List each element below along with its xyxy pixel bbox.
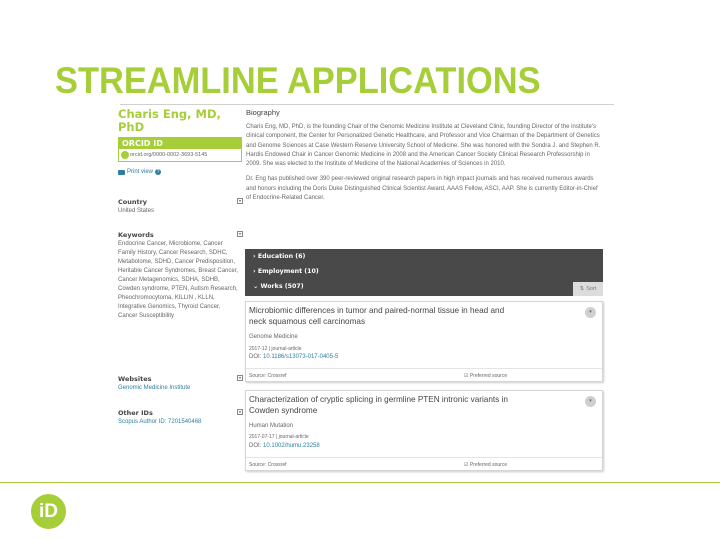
work-doi: DOI: 10.1186/s13073-017-0405-5	[249, 354, 339, 360]
country-value: United States	[118, 208, 155, 214]
work-item	[245, 301, 603, 382]
scopus-id-link[interactable]: Scopus Author ID: 7201540468	[118, 419, 202, 425]
preferred-source: ☑ Preferred source	[464, 462, 508, 468]
website-link[interactable]: Genomic Medicine Institute	[118, 385, 191, 391]
websites-heading: Websites	[118, 375, 152, 383]
education-toggle[interactable]: › Education (6)	[253, 253, 306, 260]
sort-button[interactable]: ⇅ Sort	[573, 282, 603, 296]
collapse-toggle-icon[interactable]: ▾	[238, 231, 241, 236]
printer-icon	[118, 170, 125, 175]
record-sections-bar	[245, 249, 603, 296]
researcher-name: Charis Eng, MD, PhD	[118, 107, 221, 134]
orcid-id-label: ORCID ID	[119, 138, 241, 149]
work-journal: Human Mutation	[249, 423, 294, 429]
checkbox-icon: ☑	[464, 373, 469, 379]
expand-work-icon[interactable]: ▾	[585, 307, 596, 318]
collapse-toggle-icon[interactable]: ▾	[238, 198, 241, 203]
work-title: Characterization of cryptic splicing in germline PTEN intronic variants in Cowden syndrome	[249, 395, 508, 415]
work-date-type: 2017-07-17 | journal-article	[249, 434, 309, 440]
checkbox-icon: ☑	[464, 462, 469, 468]
collapse-toggle-icon[interactable]: ▾	[238, 375, 241, 380]
biography-paragraph-2: Dr. Eng has published over 390 peer-reviewed original research papers in high impact journals and has received numerous awards and honors including the Doris Duke Distinguished Clinical Scientist Award, AAAS Fellow, ASCI, AAP. She is currently Editor-in-Chief of Endocrine-Related Cancer.	[246, 176, 598, 202]
work-source: Source: Crossref	[249, 462, 287, 468]
chevron-down-icon: ⌄	[253, 283, 259, 290]
divider	[246, 368, 602, 369]
country-heading: Country	[118, 198, 148, 206]
chevron-right-icon: ›	[253, 268, 256, 275]
collapse-toggle-icon[interactable]: ▾	[238, 409, 241, 414]
websites-section	[118, 375, 240, 393]
biography-paragraph-1: Charis Eng, MD, PhD, is the founding Chair of the Genomic Medicine Institute at Cleveland Clinic, founding Director of the institute's clinical component, the Center for Personalized Genetic Healthcare, and Professor and Vice Chairman of the Department of Genetics and Genome Sciences at Case Western Reserve University School of Medicine. She was honored with the Sondra J. and Stephen R. Hardis Endowed Chair in Cancer Genomic Medicine in 2008 and the American Cancer Society Clinical Research Professorship in 2009. She was elected to the Institute of Medicine of the National Academies of Sciences in 2010.	[246, 124, 601, 168]
profile-sidebar	[118, 108, 242, 175]
other-ids-heading: Other IDs	[118, 409, 153, 417]
work-doi: DOI: 10.1002/humu.23258	[249, 443, 320, 449]
works-toggle[interactable]: ⌄ Works (507)	[253, 283, 304, 290]
divider	[246, 457, 602, 458]
work-journal: Genome Medicine	[249, 334, 298, 340]
orcid-url[interactable]: orcid.org/0000-0002-3693-5145	[130, 152, 208, 158]
print-view-label[interactable]: Print view	[127, 169, 154, 175]
preferred-source: ☑ Preferred source	[464, 373, 508, 379]
work-source: Source: Crossref	[249, 373, 287, 379]
other-ids-section	[118, 409, 240, 427]
chevron-right-icon: ›	[253, 253, 256, 260]
info-icon[interactable]: ?	[156, 169, 160, 175]
orcid-icon	[121, 151, 129, 159]
work-date-type: 2017-12 | journal-article	[249, 346, 302, 352]
doi-link[interactable]: 10.1186/s13073-017-0405-5	[263, 354, 339, 360]
employment-toggle[interactable]: › Employment (10)	[253, 268, 319, 275]
country-section	[118, 198, 240, 216]
work-title: Microbiomic differences in tumor and paired-normal tissue in head and neck squamous cell carcinomas	[249, 306, 505, 326]
orcid-logo-icon: iD	[31, 494, 66, 529]
orcid-id-link[interactable]	[119, 149, 241, 161]
biography-heading: Biography	[246, 108, 280, 117]
keywords-section	[118, 231, 240, 321]
expand-work-icon[interactable]: ▾	[585, 396, 596, 407]
keywords-heading: Keywords	[118, 231, 154, 239]
work-item	[245, 390, 603, 471]
slide-title: STREAMLINE APPLICATIONS	[55, 60, 541, 101]
footer-divider	[0, 482, 720, 483]
print-view-link[interactable]	[118, 169, 242, 175]
title-divider	[120, 104, 614, 105]
sort-icon: ⇅	[579, 286, 585, 292]
orcid-id-box	[118, 137, 242, 162]
keywords-value: Endocrine Cancer, Microbiome, Cancer Family History, Cancer Research, SDHC, Metabolome, SDHD, Cancer Predisposition, Heritable Cancer Syndromes, Breast Cancer, Cancer Metagenomics, SDHA, SDHB, Cowden syndrome, PTEN, Autism Research, Pheochromocytoma, KILLIN , KLLN, Integrative Genomics, Thyroid Cancer, Cancer Susceptibility	[118, 241, 239, 319]
doi-link[interactable]: 10.1002/humu.23258	[263, 443, 320, 449]
biography-section	[246, 108, 604, 203]
